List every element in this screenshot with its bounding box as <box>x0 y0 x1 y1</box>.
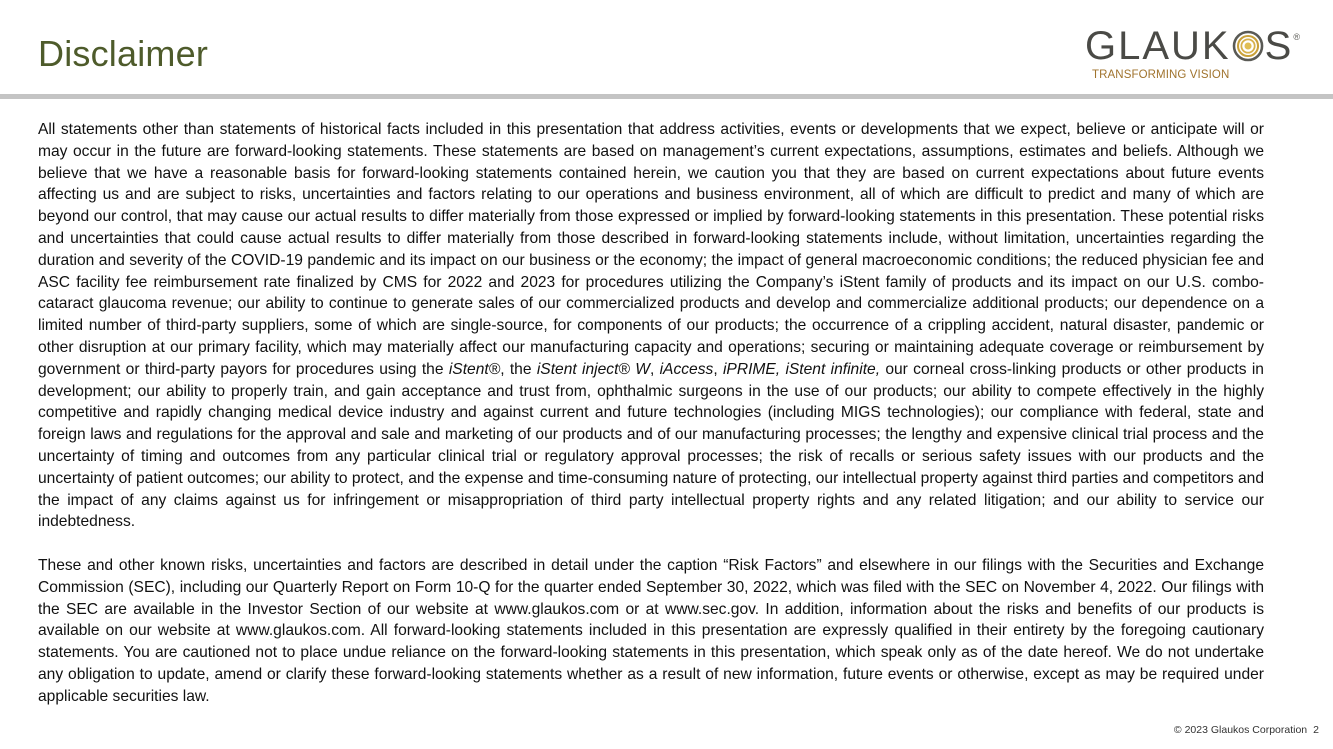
logo-wordmark-right: S <box>1264 24 1294 68</box>
disclaimer-body <box>38 119 1264 708</box>
disclaimer-paragraph-1 <box>38 119 1264 533</box>
logo-wordmark-left: GLAUK <box>1085 24 1231 68</box>
paragraph-text-run: , the <box>500 360 537 378</box>
glaukos-logo <box>1085 26 1300 86</box>
concentric-eye-icon <box>1232 27 1264 65</box>
product-name-italic: iAccess <box>659 360 714 378</box>
disclaimer-paragraph-2: These and other known risks, uncertainties and factors are described in detail under the caption “Risk Factors” and elsewhere in our filings with the Securities and Exchange Commission (SEC), including our Quarterly Report on Form 10-Q for the quarter ended September 30, 2022, which was filed with the SEC on November 4, 2022. Our filings with the SEC are available in the Investor Section of our website at www.glaukos.com or at www.sec.gov. In addition, information about the risks and benefits of our products is available on our website at www.glaukos.com. All forward-looking statements included in this presentation are expressly qualified in their entirety by the foregoing cautionary statements. You are cautioned not to place undue reliance on the forward-looking statements in this presentation, which speak only as of the date hereof. We do not undertake any obligation to update, amend or clarify these forward-looking statements whether as a result of new information, future events or otherwise, except as may be required under applicable securities law. <box>38 556 1264 705</box>
product-name-italic: iStent inject® W <box>536 360 650 378</box>
paragraph-text-run: , <box>649 360 660 378</box>
logo-wordmark <box>1085 26 1300 66</box>
product-name-italic: iStent® <box>448 360 501 378</box>
logo-tagline: TRANSFORMING VISION <box>1092 69 1230 81</box>
copyright-text: © 2023 Glaukos Corporation <box>1173 724 1308 736</box>
paragraph-text-run: All statements other than statements of historical facts included in this presentation that address activities, events or developments that we expect, believe or anticipate will or may occur in the future are forward-looking statements. These statements are based on management’s current expectations, assumptions, estimates and beliefs. Although we believe that we have a reasonable basis for forward-looking statements contained herein, we caution you that they are based on current expectations about future events affecting us and are subject to risks, uncertainties and factors relating to our operations and business environment, all of which are difficult to predict and many of which are beyond our control, that may cause our actual results to differ materially from those expressed or implied by forward-looking statements in this presentation. These potential risks and uncertainties that could cause actual results to differ materially from those described in forward-looking statements include, without limitation, uncertainties regarding the duration and severity of the COVID-19 pandemic and its impact on our business or the economy; the impact of general macroeconomic conditions; the reduced physician fee and ASC facility fee reimbursement rate finalized by CMS for 2022 and 2023 for procedures utilizing the Company’s iStent family of products and its impact on our U.S. combo-cataract glaucoma revenue; our ability to continue to generate sales of our commercialized products and develop and commercialize additional products; our dependence on a limited number of third-party suppliers, some of which are single-source, for components of our products; the occurrence of a crippling accident, natural disaster, pandemic or other disruption at our primary facility, which may materially affect our manufacturing capacity and operations; securing or maintaining adequate coverage or reimbursement by government or third-party payors for procedures using the <box>38 121 1264 378</box>
slide-title: Disclaimer <box>38 33 209 74</box>
slide-footer <box>1174 724 1319 736</box>
paragraph-text-run: , <box>713 360 723 378</box>
header-divider <box>0 94 1333 99</box>
page-number: 2 <box>1313 724 1319 736</box>
product-name-italic: iPRIME, iStent infinite, <box>722 360 881 378</box>
paragraph-text-run: our corneal cross-linking products or other products in development; our ability to properly train, and gain acceptance and trust from, ophthalmic surgeons in the use of our products; our ability to compete effectively in the highly competitive and rapidly changing medical device industry and against current and future technologies (including MIGS technologies); our compliance with federal, state and foreign laws and regulations for the approval and sale and marketing of our products and of our manufacturing processes; the lengthy and expensive clinical trial process and the uncertainty of timing and outcomes from any particular clinical trial or regulatory approval processes; the risk of recalls or serious safety issues with our products and the uncertainty of patient outcomes; our ability to protect, and the expense and time-consuming nature of protecting, our intellectual property against third parties and competitors and the impact of any claims against us for infringement or misappropriation of third party intellectual property rights and any related litigation; and our ability to service our indebtedness. <box>38 360 1264 531</box>
registered-mark: ® <box>1293 32 1300 42</box>
